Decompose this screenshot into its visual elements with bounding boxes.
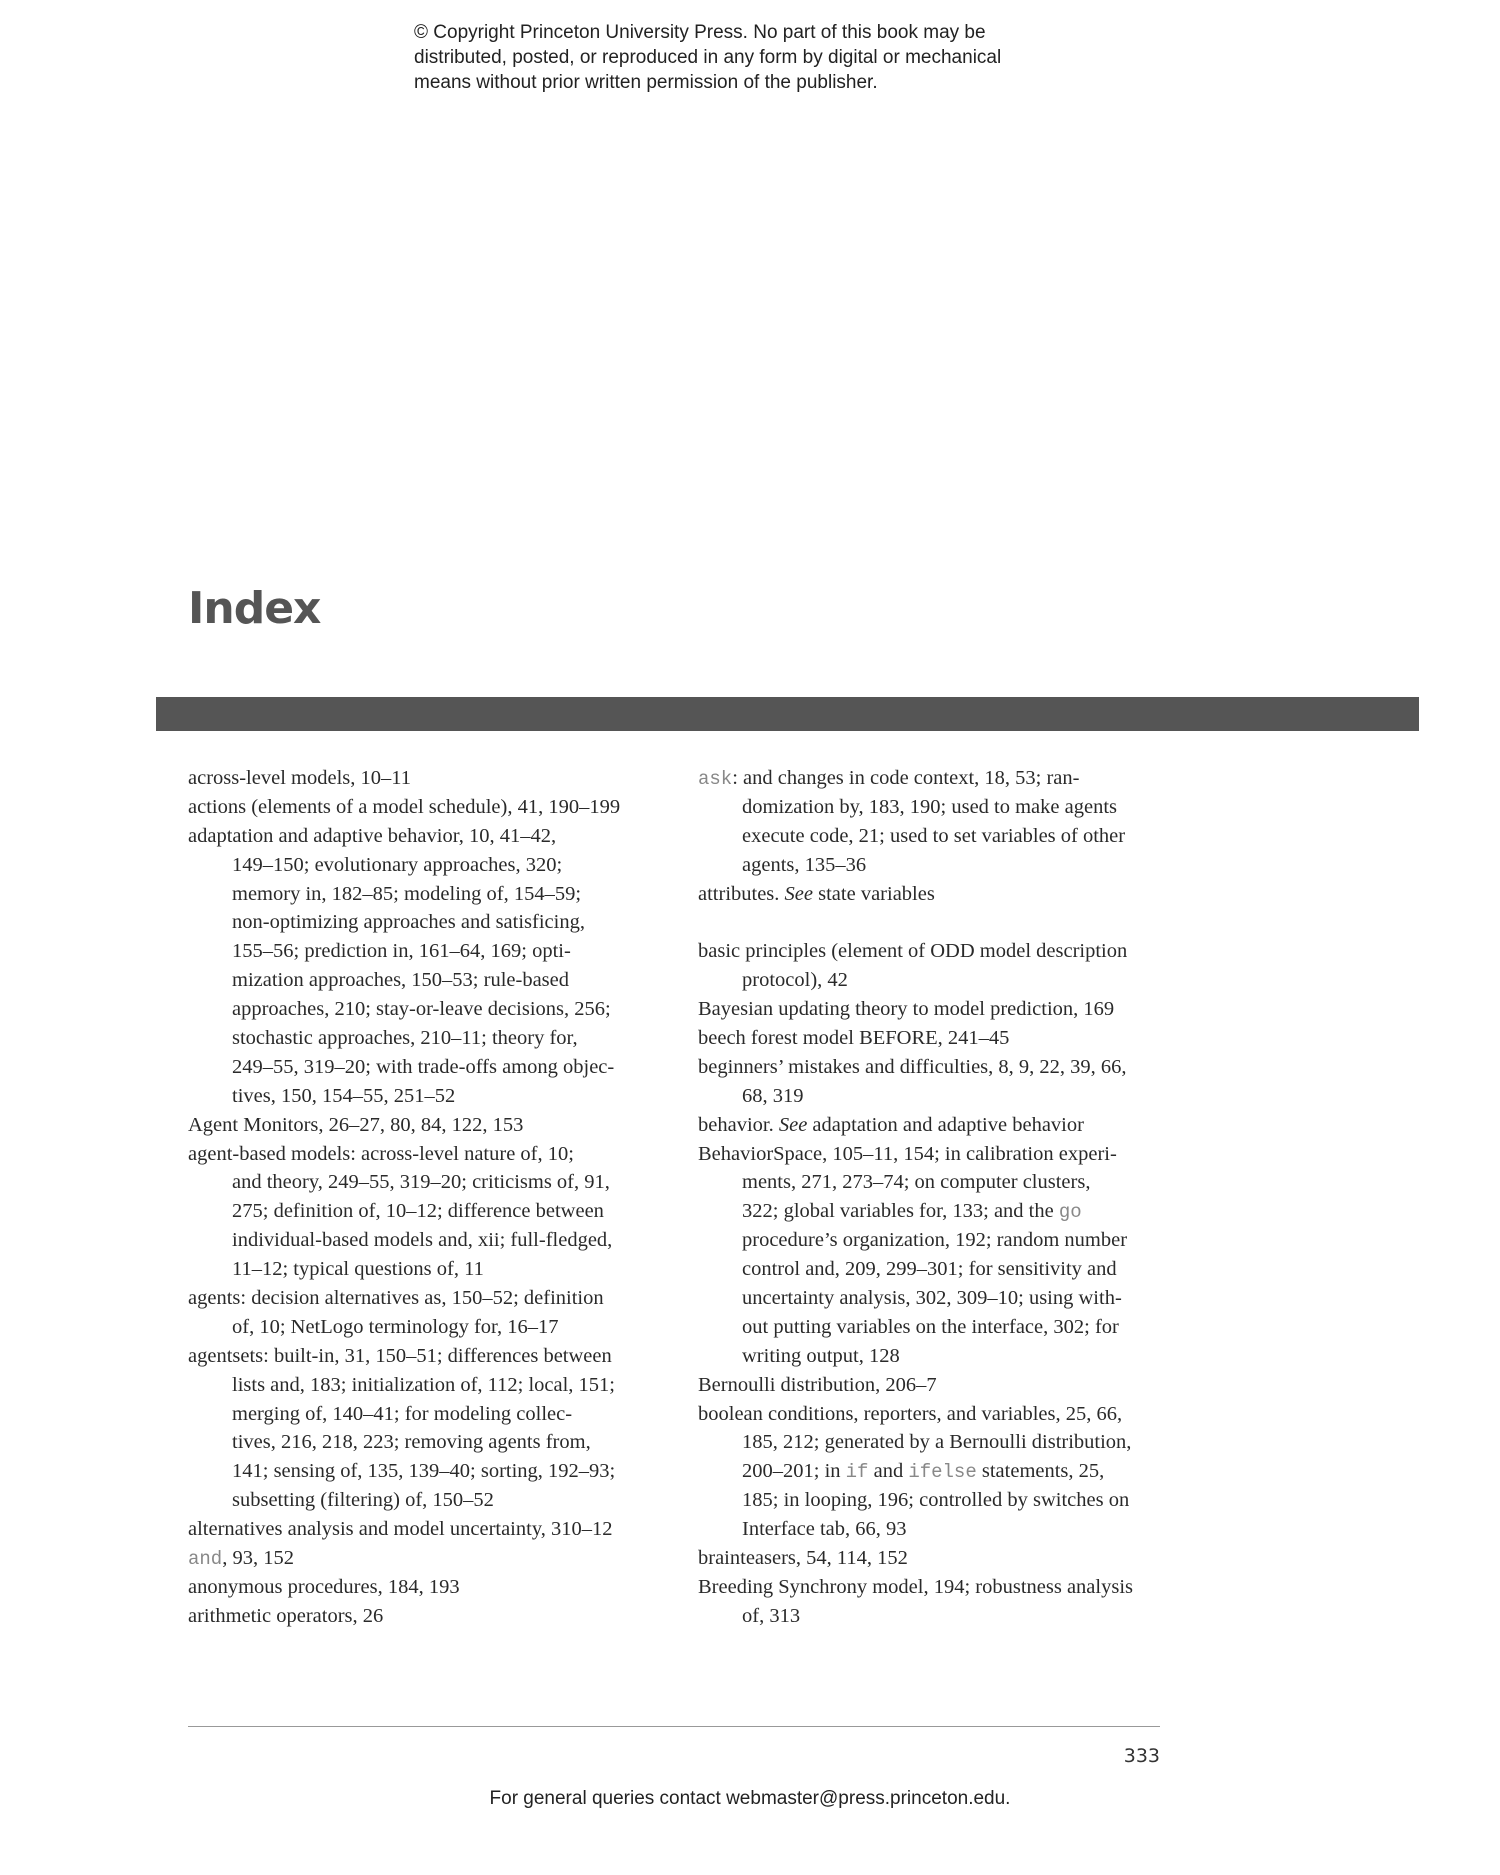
footer-contact: For general queries contact webmaster@press.princeton.edu. (489, 1788, 1011, 1809)
index-text: 185; in looping, 196; controlled by switches on (742, 1489, 1130, 1512)
index-subline (698, 1082, 1198, 1111)
index-text: actions (elements of a model schedule), 41, 190–199 (188, 795, 621, 818)
index-subline (188, 995, 688, 1024)
index-subline (188, 1024, 688, 1053)
index-text: basic principles (element of ODD model description (698, 940, 1128, 963)
index-text: BehaviorSpace, 105–11, 154; in calibration experi- (698, 1142, 1117, 1165)
index-subline (698, 822, 1198, 851)
index-text: arithmetic operators, 26 (188, 1604, 384, 1627)
index-text: adaptation and adaptive behavior (807, 1113, 1084, 1136)
index-entry (188, 793, 688, 822)
index-entry (188, 822, 688, 851)
title-divider-bar (156, 697, 1419, 731)
index-text: domization by, 183, 190; used to make agents (742, 795, 1118, 818)
index-subline (698, 1342, 1198, 1371)
index-subline (698, 793, 1198, 822)
index-entry (698, 1111, 1198, 1140)
index-text: control and, 209, 299–301; for sensitivity and (742, 1258, 1117, 1281)
index-text: 249–55, 319–20; with trade-offs among objec- (232, 1055, 615, 1078)
index-text: approaches, 210; stay-or-leave decisions, 256; (232, 998, 611, 1021)
footer-rule (188, 1726, 1160, 1727)
index-entry (698, 1053, 1198, 1082)
index-subline (188, 1168, 688, 1197)
index-subline (188, 1371, 688, 1400)
index-text: ments, 271, 273–74; on computer clusters, (742, 1171, 1091, 1194)
index-text: and (868, 1460, 909, 1483)
index-text: brainteasers, 54, 114, 152 (698, 1547, 908, 1570)
index-entry (698, 995, 1198, 1024)
index-entry (698, 1371, 1198, 1400)
index-text: agent-based models: across-level nature of, 10; (188, 1142, 574, 1165)
index-text: merging of, 140–41; for modeling collec- (232, 1402, 573, 1425)
index-text: subsetting (filtering) of, 150–52 (232, 1489, 494, 1512)
index-subline (698, 1457, 1198, 1486)
index-text: Breeding Synchrony model, 194; robustness analysis (698, 1575, 1134, 1598)
index-subline (188, 966, 688, 995)
index-text: beginners’ mistakes and difficulties, 8, 9, 22, 39, 66, (698, 1055, 1127, 1078)
index-subline (698, 1602, 1198, 1631)
index-entry (188, 1573, 688, 1602)
index-subline (698, 966, 1198, 995)
index-text: beech forest model BEFORE, 241–45 (698, 1027, 1010, 1050)
code-term: ifelse (908, 1461, 977, 1484)
index-subline (698, 1486, 1198, 1515)
index-text: 322; global variables for, 133; and the (742, 1200, 1059, 1223)
index-entry (698, 764, 1198, 793)
index-text: mization approaches, 150–53; rule-based (232, 969, 569, 992)
index-subline (698, 1428, 1198, 1457)
index-text: 11–12; typical questions of, 11 (232, 1258, 484, 1281)
index-text: stochastic approaches, 210–11; theory for, (232, 1027, 578, 1050)
index-entry (698, 1400, 1198, 1429)
index-entry (188, 1111, 688, 1140)
index-text: 149–150; evolutionary approaches, 320; (232, 853, 563, 876)
index-subline (188, 1457, 688, 1486)
index-text: procedure’s organization, 192; random number (742, 1229, 1128, 1252)
copyright-line: means without prior written permission of the publisher. (414, 72, 878, 93)
index-entry (698, 937, 1198, 966)
index-subline (188, 1313, 688, 1342)
see-reference: See (778, 1113, 808, 1136)
index-subline (188, 937, 688, 966)
index-subline (188, 908, 688, 937)
index-text: , 93, 152 (222, 1547, 294, 1570)
index-entry (698, 1573, 1198, 1602)
code-term: ask (698, 768, 733, 790)
code-term: go (1058, 1201, 1082, 1224)
index-subline (188, 1428, 688, 1457)
index-text: of, 10; NetLogo terminology for, 16–17 (232, 1315, 559, 1338)
index-text: protocol), 42 (742, 969, 848, 992)
index-text: execute code, 21; used to set variables of other (742, 824, 1126, 847)
index-entry (698, 1140, 1198, 1169)
index-text: attributes. (698, 882, 785, 905)
index-text: 185, 212; generated by a Bernoulli distribution, (742, 1431, 1132, 1454)
index-subline (188, 1400, 688, 1429)
index-entry (698, 1024, 1198, 1053)
index-text: and theory, 249–55, 319–20; criticisms of, 91, (232, 1171, 610, 1194)
index-text: individual-based models and, xii; full-fledged, (232, 1229, 613, 1252)
index-text: across-level models, 10–11 (188, 767, 411, 789)
index-text: 200–201; in (742, 1460, 846, 1483)
index-text: Bernoulli distribution, 206–7 (698, 1373, 937, 1396)
index-subline (188, 1226, 688, 1255)
index-text: memory in, 182–85; modeling of, 154–59; (232, 882, 582, 905)
page-title: Index (188, 583, 321, 634)
copyright-line: distributed, posted, or reproduced in any form by digital or mechanical (414, 47, 1002, 68)
index-text: alternatives analysis and model uncertainty, 310–12 (188, 1518, 613, 1541)
index-entry (188, 1544, 688, 1573)
index-subline (698, 1168, 1198, 1197)
index-subline (188, 1486, 688, 1515)
index-subline (698, 1284, 1198, 1313)
index-subline (698, 1226, 1198, 1255)
index-text: state variables (813, 882, 935, 905)
index-text: anonymous procedures, 184, 193 (188, 1575, 460, 1598)
code-term: if (845, 1461, 869, 1484)
index-entry (698, 1544, 1198, 1573)
index-column-right (698, 764, 1198, 1631)
page-number: 333 (1123, 1745, 1160, 1767)
index-text: out putting variables on the interface, 302; for (742, 1315, 1119, 1338)
index-subline (188, 851, 688, 880)
index-column-left (188, 764, 688, 1631)
index-subline (188, 1053, 688, 1082)
index-text: Agent Monitors, 26–27, 80, 84, 122, 153 (188, 1113, 524, 1136)
index-subline (698, 1313, 1198, 1342)
index-text: behavior. (698, 1113, 779, 1136)
index-subline (188, 880, 688, 909)
index-text: non-optimizing approaches and satisficing, (232, 911, 585, 934)
index-subline (698, 1255, 1198, 1284)
index-subline (698, 1197, 1198, 1226)
index-text: agentsets: built-in, 31, 150–51; differences between (188, 1344, 612, 1367)
index-text: tives, 150, 154–55, 251–52 (232, 1084, 456, 1107)
index-subline (698, 1515, 1198, 1544)
index-entry (188, 1284, 688, 1313)
index-entry (698, 908, 1198, 937)
index-text: statements, 25, (976, 1460, 1105, 1483)
index-subline (188, 1255, 688, 1284)
index-text: 155–56; prediction in, 161–64, 169; opti- (232, 940, 571, 963)
index-text: uncertainty analysis, 302, 309–10; using with- (742, 1287, 1122, 1310)
index-text: writing output, 128 (742, 1344, 900, 1367)
index-text: 275; definition of, 10–12; difference between (232, 1200, 604, 1223)
index-text: boolean conditions, reporters, and variables, 25, 66, (698, 1402, 1123, 1425)
index-text: : and changes in code context, 18, 53; ran- (732, 767, 1080, 789)
see-reference: See (784, 882, 813, 905)
index-entry (188, 1342, 688, 1371)
index-text: lists and, 183; initialization of, 112; local, 151; (232, 1373, 615, 1396)
index-text: tives, 216, 218, 223; removing agents from, (232, 1431, 591, 1454)
index-text: agents: decision alternatives as, 150–52; definition (188, 1287, 604, 1310)
index-subline (698, 851, 1198, 880)
copyright-line: © Copyright Princeton University Press. No part of this book may be (414, 22, 986, 43)
index-subline (188, 1197, 688, 1226)
code-term: and (188, 1548, 223, 1571)
index-text: 141; sensing of, 135, 139–40; sorting, 192–93; (232, 1460, 616, 1483)
index-text: adaptation and adaptive behavior, 10, 41–42, (188, 824, 557, 847)
index-subline (188, 1082, 688, 1111)
index-entry (698, 880, 1198, 909)
index-text: Bayesian updating theory to model prediction, 169 (698, 998, 1115, 1021)
index-text: 68, 319 (742, 1084, 804, 1107)
index-entry (188, 764, 688, 793)
copyright-notice (414, 20, 1094, 95)
index-text: agents, 135–36 (742, 853, 867, 876)
index-entry (188, 1602, 688, 1631)
index-text: of, 313 (742, 1604, 801, 1627)
index-entry (188, 1140, 688, 1169)
index-text: Interface tab, 66, 93 (742, 1518, 907, 1541)
index-entry (188, 1515, 688, 1544)
